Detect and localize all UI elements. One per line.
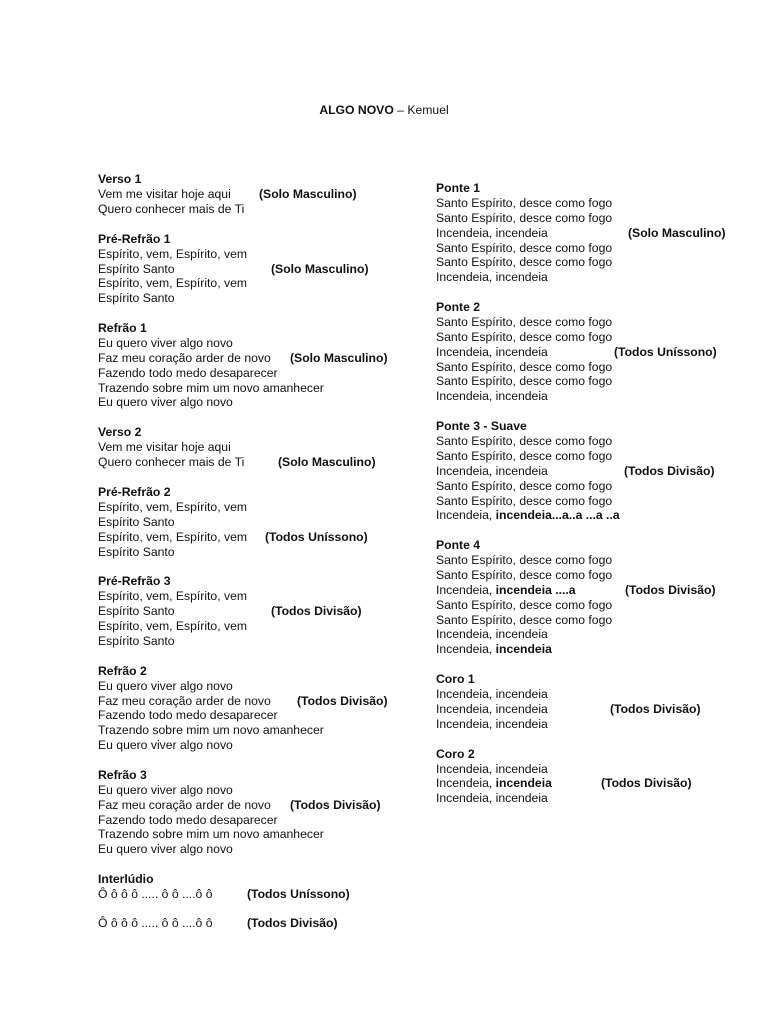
lyric-line: Santo Espírito, desce como fogo (436, 240, 613, 255)
lyric-line (436, 345, 746, 360)
lyric-line: Eu quero viver algo novo (98, 395, 233, 410)
section-ponte-3 (436, 419, 746, 523)
lyric-line (436, 583, 746, 598)
song-artist: Kemuel (407, 103, 449, 117)
lyric-line: Santo Espírito, desce como fogo (436, 612, 613, 627)
section-refrao-2 (98, 664, 418, 753)
lyric-line: Incendeia, incendeia (436, 791, 548, 806)
lyric-line: Eu quero viver algo novo (98, 842, 233, 857)
lyric-line: Trazendo sobre mim um novo amanhecer (98, 827, 324, 842)
lyric-line (436, 702, 746, 717)
lyric-line: Incendeia, incendeia (436, 389, 548, 404)
section-heading: Pré-Refrão 2 (98, 484, 171, 499)
lyric-text-bold: incendeia (495, 776, 552, 791)
lyric-text: Incendeia, (436, 776, 496, 791)
section-refrao-1 (98, 321, 418, 410)
voice-tag: (Todos Uníssono) (614, 344, 717, 359)
left-column (98, 172, 418, 946)
lyric-text: Faz meu coração arder de novo (98, 797, 271, 812)
voice-tag: (Solo Masculino) (628, 225, 726, 240)
lyric-line: Eu quero viver algo novo (98, 738, 233, 753)
section-ponte-4 (436, 538, 746, 657)
section-verso-2 (98, 425, 418, 470)
section-heading: Refrão 2 (98, 663, 147, 678)
lyric-line: Espírito, vem, Espírito, vem (98, 246, 247, 261)
section-coro-2 (436, 747, 746, 807)
voice-tag: (Solo Masculino) (290, 350, 388, 365)
lyric-line (98, 530, 418, 545)
section-heading: Ponte 2 (436, 300, 481, 315)
lyric-text: Ô ô ô ô ..... ô ô ....ô ô (98, 887, 213, 902)
voice-tag: (Todos Divisão) (290, 797, 381, 812)
lyric-line: Espírito Santo (98, 633, 175, 648)
section-heading: Ponte 1 (436, 181, 481, 195)
lyric-line: Espírito Santo (98, 544, 175, 559)
lyric-line: Santo Espírito, desce como fogo (436, 553, 613, 568)
lyric-line (98, 694, 418, 709)
lyric-line: Espírito, vem, Espírito, vem (98, 276, 247, 291)
lyric-line: Trazendo sobre mim um novo amanhecer (98, 723, 324, 738)
lyric-line: Santo Espírito, desce como fogo (436, 478, 613, 493)
lyric-line (436, 776, 746, 791)
section-pre-refrao-1 (98, 232, 418, 306)
lyric-text: Incendeia, (436, 642, 496, 657)
lyric-line: Santo Espírito, desce como fogo (436, 568, 613, 583)
section-heading: Ponte 4 (436, 538, 481, 553)
voice-tag: (Todos Divisão) (624, 463, 715, 478)
lyric-line (436, 464, 746, 479)
lyric-text: Incendeia, (436, 508, 496, 523)
voice-tag: (Todos Uníssono) (247, 887, 350, 902)
voice-tag: (Todos Uníssono) (265, 529, 368, 544)
section-heading: Pré-Refrão 3 (98, 574, 171, 589)
lyric-text: Ô ô ô ô ..... ô ô ....ô ô (98, 916, 213, 930)
title-separator: – (393, 103, 408, 117)
lyric-line: Santo Espírito, desce como fogo (436, 196, 613, 210)
section-heading: Coro 1 (436, 672, 475, 687)
section-heading: Coro 2 (436, 746, 475, 761)
lyric-line: Santo Espírito, desce como fogo (436, 210, 613, 225)
lyric-text: Incendeia, incendeia (436, 463, 548, 478)
voice-tag: (Todos Divisão) (610, 701, 701, 716)
section-verso-1 (98, 172, 418, 217)
lyric-line: Fazendo todo medo desaparecer (98, 708, 278, 723)
lyric-line: Eu quero viver algo novo (98, 782, 233, 797)
lyric-text: Faz meu coração arder de novo (98, 693, 271, 708)
lyric-text: Quero conhecer mais de Ti (98, 455, 245, 470)
lyric-line: Espírito, vem, Espírito, vem (98, 619, 247, 634)
lyric-line: Espírito, vem, Espírito, vem (98, 589, 247, 604)
lyric-text: Faz meu coração arder de novo (98, 350, 271, 365)
spacer (98, 902, 418, 916)
lyric-line: Santo Espírito, desce como fogo (436, 315, 613, 330)
lyric-text: Espírito Santo (98, 261, 175, 276)
lyric-line: Eu quero viver algo novo (98, 336, 233, 351)
right-column (436, 181, 746, 821)
lyric-text-bold: incendeia ....a (495, 582, 576, 597)
voice-tag: (Solo Masculino) (278, 455, 376, 470)
lyric-line (98, 798, 418, 813)
lyric-line: Santo Espírito, desce como fogo (436, 493, 613, 508)
lyric-text: Incendeia, (436, 582, 496, 597)
voice-tag: (Solo Masculino) (271, 261, 369, 276)
lyric-line (98, 887, 418, 902)
lyric-line: Santo Espírito, desce como fogo (436, 255, 613, 270)
section-heading: Verso 2 (98, 425, 142, 440)
lyric-text: Incendeia, incendeia (436, 344, 548, 359)
lyric-line: Santo Espírito, desce como fogo (436, 597, 613, 612)
section-heading: Verso 1 (98, 172, 142, 186)
lyric-line: Santo Espírito, desce como fogo (436, 359, 613, 374)
lyric-line: Espírito Santo (98, 291, 175, 306)
lyric-text: Incendeia, incendeia (436, 701, 548, 716)
lyric-line: Espírito, vem, Espírito, vem (98, 499, 247, 514)
section-coro-1 (436, 672, 746, 732)
section-heading: Ponte 3 - Suave (436, 419, 527, 434)
section-ponte-2 (436, 300, 746, 404)
lyric-text-bold: incendeia (495, 642, 552, 657)
lyric-line: Incendeia, incendeia (436, 761, 548, 776)
lyric-line (98, 187, 418, 202)
lyric-line: Incendeia, incendeia (436, 270, 548, 285)
lyric-line: Fazendo todo medo desaparecer (98, 365, 278, 380)
lyric-line (436, 508, 746, 523)
lyric-line: Incendeia, incendeia (436, 687, 548, 702)
section-pre-refrao-3 (98, 574, 418, 648)
lyric-line (98, 604, 418, 619)
lyric-line: Eu quero viver algo novo (98, 678, 233, 693)
lyric-text: Incendeia, incendeia (436, 225, 548, 240)
voice-tag: (Todos Divisão) (271, 604, 362, 619)
song-title (0, 103, 768, 118)
lyric-line: Fazendo todo medo desaparecer (98, 812, 278, 827)
lyric-text-bold: incendeia...a..a ...a ..a (495, 508, 620, 523)
section-heading: Pré-Refrão 1 (98, 231, 171, 246)
lyric-text: Vem me visitar hoje aqui (98, 187, 231, 201)
lyric-line (98, 916, 418, 931)
lyric-line: Incendeia, incendeia (436, 716, 548, 731)
voice-tag: (Solo Masculino) (259, 187, 357, 201)
song-name: ALGO NOVO (319, 103, 394, 117)
voice-tag: (Todos Divisão) (247, 916, 338, 930)
lyric-line: Santo Espírito, desce como fogo (436, 329, 613, 344)
lyric-line (436, 226, 746, 241)
lyric-line: Trazendo sobre mim um novo amanhecer (98, 380, 324, 395)
section-interludio (98, 872, 418, 931)
lyric-line: Santo Espírito, desce como fogo (436, 448, 613, 463)
lyric-line: Quero conhecer mais de Ti (98, 201, 245, 216)
lyric-line (98, 351, 418, 366)
section-heading: Refrão 1 (98, 321, 147, 336)
lyric-line: Santo Espírito, desce como fogo (436, 434, 613, 449)
section-heading: Refrão 3 (98, 767, 147, 782)
section-ponte-1 (436, 181, 746, 285)
lyric-line: Incendeia, incendeia (436, 627, 548, 642)
lyric-line (98, 455, 418, 470)
lyric-line: Espírito Santo (98, 514, 175, 529)
voice-tag: (Todos Divisão) (297, 693, 388, 708)
lyric-text: Espírito Santo (98, 604, 175, 619)
section-heading: Interlúdio (98, 872, 154, 887)
section-refrao-3 (98, 768, 418, 857)
voice-tag: (Todos Divisão) (625, 582, 716, 597)
lyric-text: Espírito, vem, Espírito, vem (98, 529, 247, 544)
voice-tag: (Todos Divisão) (601, 776, 692, 791)
lyric-line: Vem me visitar hoje aqui (98, 440, 231, 455)
lyric-line (98, 262, 418, 277)
lyric-line (436, 642, 746, 657)
section-pre-refrao-2 (98, 485, 418, 559)
lyric-line: Santo Espírito, desce como fogo (436, 374, 613, 389)
